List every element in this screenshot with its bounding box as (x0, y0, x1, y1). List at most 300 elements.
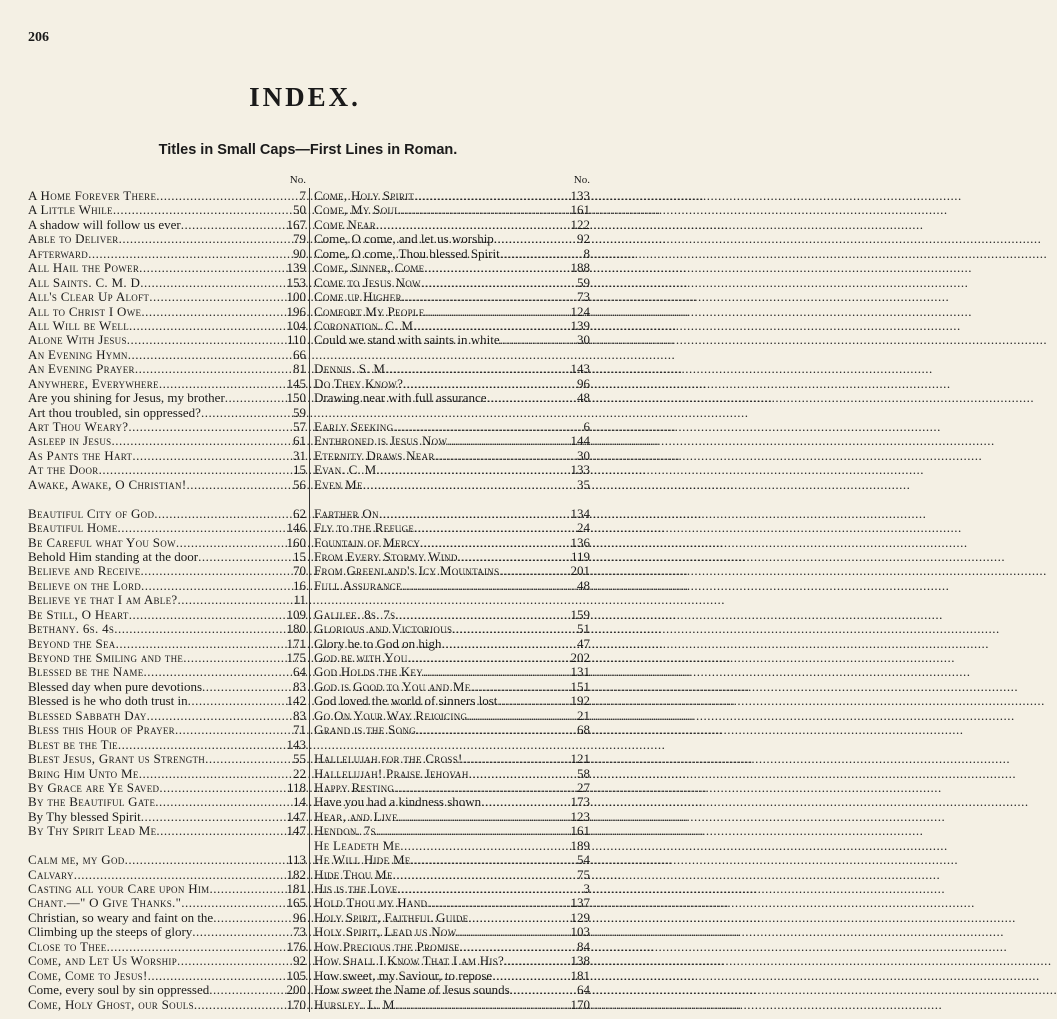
leader-dots (500, 333, 577, 347)
section-gap (314, 348, 590, 362)
leader-dots (188, 694, 287, 708)
index-entry (314, 998, 590, 1012)
entry-title: Alone With Jesus (28, 332, 127, 348)
index-entry (314, 868, 590, 882)
leader-dots (132, 449, 293, 463)
leader-dots (492, 969, 570, 983)
leader-dots (421, 276, 577, 290)
entry-title: An Evening Prayer (28, 361, 135, 377)
entry-title: God is Good to You and Me (314, 678, 471, 694)
entry-title: As Pants the Hart (28, 447, 133, 463)
entry-title: Come, Sinner, Come (314, 260, 425, 276)
index-entry (28, 651, 306, 665)
entry-title: Asleep in Jesus (28, 433, 112, 449)
index-entry (314, 507, 590, 521)
index-entry (314, 911, 590, 925)
index-list-right (314, 189, 590, 1012)
entry-page-number: 147 (286, 823, 306, 839)
entry-page-number: 110 (286, 332, 306, 348)
leader-dots (376, 824, 571, 838)
entry-title: Blessed Sabbath Day (28, 707, 147, 723)
index-entry (28, 406, 306, 420)
leader-dots (414, 189, 570, 203)
index-list-left (28, 189, 306, 1012)
entry-title: An Evening Hymn (28, 346, 128, 362)
index-entry (28, 420, 306, 434)
index-entry (314, 319, 590, 333)
entry-page-number: 24 (577, 520, 590, 536)
entry-title: Be Still, O Heart (28, 606, 129, 622)
index-entry (28, 319, 306, 333)
leader-dots (175, 723, 293, 737)
leader-dots (111, 434, 293, 448)
entry-title: Come Near (314, 216, 377, 232)
entry-page-number: 159 (570, 606, 590, 622)
entry-page-number: 119 (570, 548, 590, 564)
entry-page-number: 83 (293, 707, 306, 723)
section-gap (28, 492, 306, 506)
entry-title: Bethany. 6s. 4s (28, 621, 115, 637)
index-entry (28, 752, 306, 766)
index-entry (314, 579, 590, 593)
index-entry (314, 232, 590, 246)
entry-title: Blessed day when pure devotions (28, 678, 203, 694)
index-column-left (28, 172, 306, 1012)
index-entry (28, 882, 306, 896)
entry-page-number: 196 (286, 303, 306, 319)
entry-page-number: 64 (293, 664, 306, 680)
leader-dots (425, 305, 571, 319)
entry-page-number: 54 (577, 852, 590, 868)
entry-title: Afterward (28, 245, 89, 261)
index-entry (314, 795, 590, 809)
leader-dots (471, 680, 571, 694)
entry-title: God be with You (314, 650, 408, 665)
entry-page-number: 150 (286, 390, 306, 406)
leader-dots (177, 954, 293, 968)
entry-page-number: 50 (293, 202, 306, 218)
index-entry (28, 521, 306, 535)
entry-page-number: 104 (286, 317, 306, 333)
leader-dots (156, 189, 299, 203)
leader-dots (395, 998, 571, 1012)
index-entry (314, 622, 590, 636)
index-entry (314, 824, 590, 838)
entry-page-number: 176 (286, 938, 306, 954)
entry-page-number: 84 (577, 938, 590, 954)
leader-dots (213, 911, 293, 925)
entry-page-number: 171 (286, 635, 306, 651)
entry-title: Hallelujah for the Cross! (314, 751, 463, 767)
entry-title: All's Clear Up Aloft (28, 289, 150, 305)
entry-title: At the Door (28, 462, 99, 478)
entry-page-number: 31 (293, 447, 306, 463)
leader-dots (147, 709, 293, 723)
leader-dots (159, 377, 287, 391)
index-entry (28, 218, 306, 232)
entry-page-number: 146 (286, 520, 306, 536)
entry-page-number: 11 (293, 592, 306, 608)
entry-title: How sweet the Name of Jesus sounds (314, 982, 510, 998)
entry-title: Blessed is he who doth trust in (28, 693, 188, 709)
leader-dots (183, 651, 286, 665)
entry-title: Come, My Soul (314, 202, 401, 218)
entry-page-number: 57 (293, 419, 306, 434)
leader-dots (447, 434, 570, 448)
leader-dots (225, 391, 287, 405)
entry-title: Come, O come, and let us worship (314, 231, 494, 247)
entry-page-number: 55 (293, 751, 306, 767)
index-entry (28, 795, 306, 809)
entry-title: Drawing near with full assurance (314, 390, 487, 406)
entry-title: Holy Spirit, Lead us Now (314, 924, 457, 940)
leader-dots (411, 853, 577, 867)
entry-page-number: 200 (286, 982, 306, 998)
leader-dots (416, 723, 577, 737)
index-entry (314, 391, 590, 405)
index-entry (314, 377, 590, 391)
index-entry (28, 969, 306, 983)
entry-page-number: 66 (293, 346, 306, 362)
leader-dots (408, 651, 571, 665)
leader-dots (423, 665, 570, 679)
entry-title: Dennis. S. M (314, 361, 386, 377)
entry-title: Blest be the Tie (28, 736, 118, 752)
leader-dots (398, 882, 584, 896)
entry-page-number: 16 (293, 577, 306, 593)
index-entry (28, 896, 306, 910)
entry-title: Able to Deliver (28, 231, 119, 247)
leader-dots (487, 391, 577, 405)
leader-dots (460, 940, 577, 954)
leader-dots (141, 564, 293, 578)
entry-title: From Every Stormy Wind (314, 548, 458, 564)
entry-title: How Precious the Promise (314, 938, 460, 954)
entry-title: Christian, so weary and faint on the (28, 909, 214, 925)
leader-dots (395, 608, 570, 622)
entry-page-number: 75 (577, 866, 590, 882)
entry-page-number: 192 (570, 693, 590, 709)
leader-dots (202, 680, 293, 694)
leader-dots (114, 622, 286, 636)
index-entry (314, 261, 590, 275)
leader-dots (149, 290, 286, 304)
entry-page-number: 138 (570, 953, 590, 969)
entry-page-number: 47 (577, 635, 590, 651)
index-entry (314, 218, 590, 232)
leader-dots (441, 637, 577, 651)
index-entry (314, 478, 590, 492)
entry-page-number: 139 (570, 317, 590, 333)
entry-title: Hursley. L. M (314, 996, 395, 1012)
entry-title: Grand is the Song (314, 722, 416, 738)
entry-title: Go On Your Way Rejoicing (314, 707, 468, 723)
entry-page-number: 61 (293, 433, 306, 449)
leader-dots (510, 983, 577, 997)
entry-page-number: 188 (570, 260, 590, 276)
leader-dots (467, 709, 577, 723)
leader-dots (129, 608, 287, 622)
entry-title: Bless this Hour of Prayer (28, 722, 175, 738)
entry-title: Calm me, my God (28, 852, 125, 868)
leader-dots (176, 536, 287, 550)
leader-dots (88, 247, 293, 261)
entry-title: Eternity Draws Near (314, 447, 435, 463)
index-entry (28, 449, 306, 463)
entry-title: Be Careful what You Sow (28, 534, 176, 550)
entry-title: His is the Love (314, 881, 398, 896)
index-entry (28, 276, 306, 290)
entry-page-number: 8 (583, 245, 590, 261)
entry-title: Are you shining for Jesus, my brother (28, 390, 225, 406)
leader-dots (155, 795, 293, 809)
entry-title: Hendon. 7s (314, 823, 376, 839)
entry-title: God Holds the Key (314, 664, 424, 680)
leader-dots (156, 824, 286, 838)
leader-dots (194, 998, 287, 1012)
section-gap (314, 738, 590, 752)
index-entry (28, 377, 306, 391)
leader-dots (458, 550, 571, 564)
entry-page-number: 70 (293, 563, 306, 579)
index-entry (314, 752, 590, 766)
entry-page-number: 137 (570, 895, 590, 911)
leader-dots (205, 752, 293, 766)
column-header-left: No. (289, 174, 306, 186)
entry-title: Galilee. 8s. 7s (314, 606, 396, 622)
leader-dots (125, 853, 287, 867)
entry-title: Farther On (314, 505, 379, 521)
entry-page-number: 92 (577, 231, 590, 247)
entry-title: Chant.—" O Give Thanks." (28, 895, 182, 911)
index-entry (314, 276, 590, 290)
entry-title: By Thy Spirit Lead Me (28, 823, 157, 839)
index-entry (314, 290, 590, 304)
index-entry (28, 593, 306, 607)
entry-page-number: 22 (293, 765, 306, 781)
entry-title: Hold Thou my Hand (314, 895, 428, 911)
entry-page-number: 118 (286, 779, 306, 795)
index-entry (28, 925, 306, 939)
entry-page-number: 181 (286, 881, 306, 896)
index-entry (28, 954, 306, 968)
entry-title: Hallelujah! Praise Jehovah (314, 765, 469, 781)
entry-page-number: 145 (286, 375, 306, 391)
index-entry (28, 564, 306, 578)
entry-title: Evan. C. M (314, 462, 377, 478)
entry-title: Come, Holy Spirit (314, 188, 415, 203)
entry-page-number: 14 (293, 794, 306, 810)
entry-page-number: 144 (570, 433, 590, 449)
entry-title: Beautiful City of God (28, 505, 155, 521)
entry-title: By Thy blessed Spirit (28, 808, 141, 824)
leader-dots (99, 463, 293, 477)
entry-page-number: 131 (570, 664, 590, 680)
entry-page-number: 201 (570, 563, 590, 579)
leader-dots (402, 579, 577, 593)
entry-title: Beyond the Smiling and the (28, 650, 184, 665)
entry-title: Come, Holy Ghost, our Souls (28, 996, 194, 1012)
entry-title: Comfort My People (314, 303, 425, 319)
leader-dots (385, 362, 570, 376)
column-divider (309, 188, 310, 1012)
entry-page-number: 92 (293, 953, 306, 969)
entry-title: Hide Thou Me (314, 866, 393, 882)
leader-dots (424, 261, 570, 275)
entry-title: By the Beautiful Gate (28, 794, 156, 810)
entry-title: Awake, Awake, O Christian! (28, 476, 187, 492)
index-entry (28, 261, 306, 275)
leader-dots (118, 521, 287, 535)
entry-page-number: 73 (577, 289, 590, 305)
entry-page-number: 133 (570, 188, 590, 203)
index-entry (314, 983, 590, 997)
index-entry (28, 536, 306, 550)
entry-page-number: 133 (570, 462, 590, 478)
leader-dots (135, 362, 293, 376)
index-entry (28, 637, 306, 651)
entry-page-number: 161 (570, 823, 590, 839)
leader-dots (177, 593, 293, 607)
index-entry (314, 463, 590, 477)
entry-page-number: 129 (570, 909, 590, 925)
entry-page-number: 142 (286, 693, 306, 709)
entry-page-number: 136 (570, 534, 590, 550)
index-entry (28, 247, 306, 261)
leader-dots (427, 896, 570, 910)
index-entry (28, 723, 306, 737)
index-entry (28, 694, 306, 708)
entry-page-number: 147 (286, 808, 306, 824)
index-entry (314, 839, 590, 853)
leader-dots (481, 795, 570, 809)
entry-page-number: 59 (293, 404, 306, 420)
leader-dots (403, 377, 577, 391)
leader-dots (159, 781, 287, 795)
index-entry (314, 954, 590, 968)
index-entry (28, 550, 306, 564)
leader-dots (74, 868, 287, 882)
leader-dots (500, 247, 584, 261)
leader-dots (107, 940, 287, 954)
index-entry (28, 189, 306, 203)
leader-dots (140, 276, 286, 290)
entry-title: Even Me (314, 476, 363, 492)
entry-title: Could we stand with saints in white (314, 332, 500, 348)
leader-dots (128, 348, 293, 362)
index-entry (314, 781, 590, 795)
entry-page-number: 96 (293, 909, 306, 925)
index-entry (28, 348, 306, 362)
index-entry (314, 680, 590, 694)
entry-title: Believe on the Lord (28, 577, 142, 593)
entry-title: Do They Know? (314, 375, 404, 391)
leader-dots (129, 319, 287, 333)
leader-dots (139, 767, 293, 781)
index-entry (28, 579, 306, 593)
entry-page-number: 68 (577, 722, 590, 738)
entry-title: Climbing up the steeps of glory (28, 924, 193, 940)
leader-dots (192, 925, 293, 939)
index-entry (28, 622, 306, 636)
index-entry (314, 651, 590, 665)
index-entry (314, 637, 590, 651)
leader-dots (504, 954, 570, 968)
index-entry (314, 449, 590, 463)
entry-title: Come up Higher (314, 289, 402, 305)
section-gap (28, 839, 306, 853)
entry-page-number: 83 (293, 678, 306, 694)
index-entry (314, 608, 590, 622)
leader-dots (376, 218, 570, 232)
entry-page-number: 170 (286, 996, 306, 1012)
leader-dots (113, 203, 293, 217)
index-entry (314, 767, 590, 781)
leader-dots (457, 925, 571, 939)
column-header-right: No. (573, 174, 590, 186)
section-gap (314, 406, 590, 420)
entry-page-number: 71 (293, 722, 306, 738)
leader-dots (400, 203, 570, 217)
entry-page-number: 189 (570, 837, 590, 853)
index-entry (314, 203, 590, 217)
entry-title: Blessed be the Name (28, 664, 144, 680)
index-entry (314, 550, 590, 564)
entry-page-number: 139 (286, 260, 306, 276)
leader-dots (209, 983, 286, 997)
index-entry (28, 434, 306, 448)
entry-page-number: 160 (286, 534, 306, 550)
entry-page-number: 35 (577, 476, 590, 492)
entry-page-number: 143 (286, 736, 306, 752)
entry-page-number: 105 (286, 967, 306, 983)
index-entry (28, 940, 306, 954)
entry-title: Happy Resting (314, 779, 395, 795)
leader-dots (116, 637, 287, 651)
leader-dots (201, 406, 293, 420)
entry-page-number: 48 (577, 390, 590, 406)
entry-title: A Little While (28, 202, 113, 218)
entry-page-number: 170 (570, 996, 590, 1012)
entry-title: Come to Jesus Now (314, 274, 421, 290)
index-entry (314, 362, 590, 376)
index-entry (28, 680, 306, 694)
leader-dots (413, 319, 570, 333)
entry-title: Holy Spirit, Faithful Guide (314, 909, 469, 925)
page-subtitle: Titles in Small Caps—First Lines in Roman. (158, 142, 458, 158)
index-column-right (314, 172, 590, 1012)
leader-dots (186, 478, 293, 492)
entry-page-number: 62 (293, 505, 306, 521)
index-entry (314, 896, 590, 910)
leader-dots (435, 449, 577, 463)
entry-page-number: 173 (570, 794, 590, 810)
index-entry (28, 810, 306, 824)
leader-dots (420, 536, 570, 550)
leader-dots (468, 911, 570, 925)
entry-page-number: 151 (570, 678, 590, 694)
entry-title: Fountain of Mercy (314, 534, 421, 550)
entry-page-number: 180 (286, 621, 306, 637)
index-entry (314, 434, 590, 448)
entry-page-number: 113 (286, 852, 306, 868)
index-entry (28, 391, 306, 405)
leader-dots (377, 463, 571, 477)
entry-title: Bring Him Unto Me (28, 765, 139, 781)
page-number: 206 (28, 30, 49, 45)
entry-page-number: 165 (286, 895, 306, 911)
leader-dots (469, 767, 577, 781)
